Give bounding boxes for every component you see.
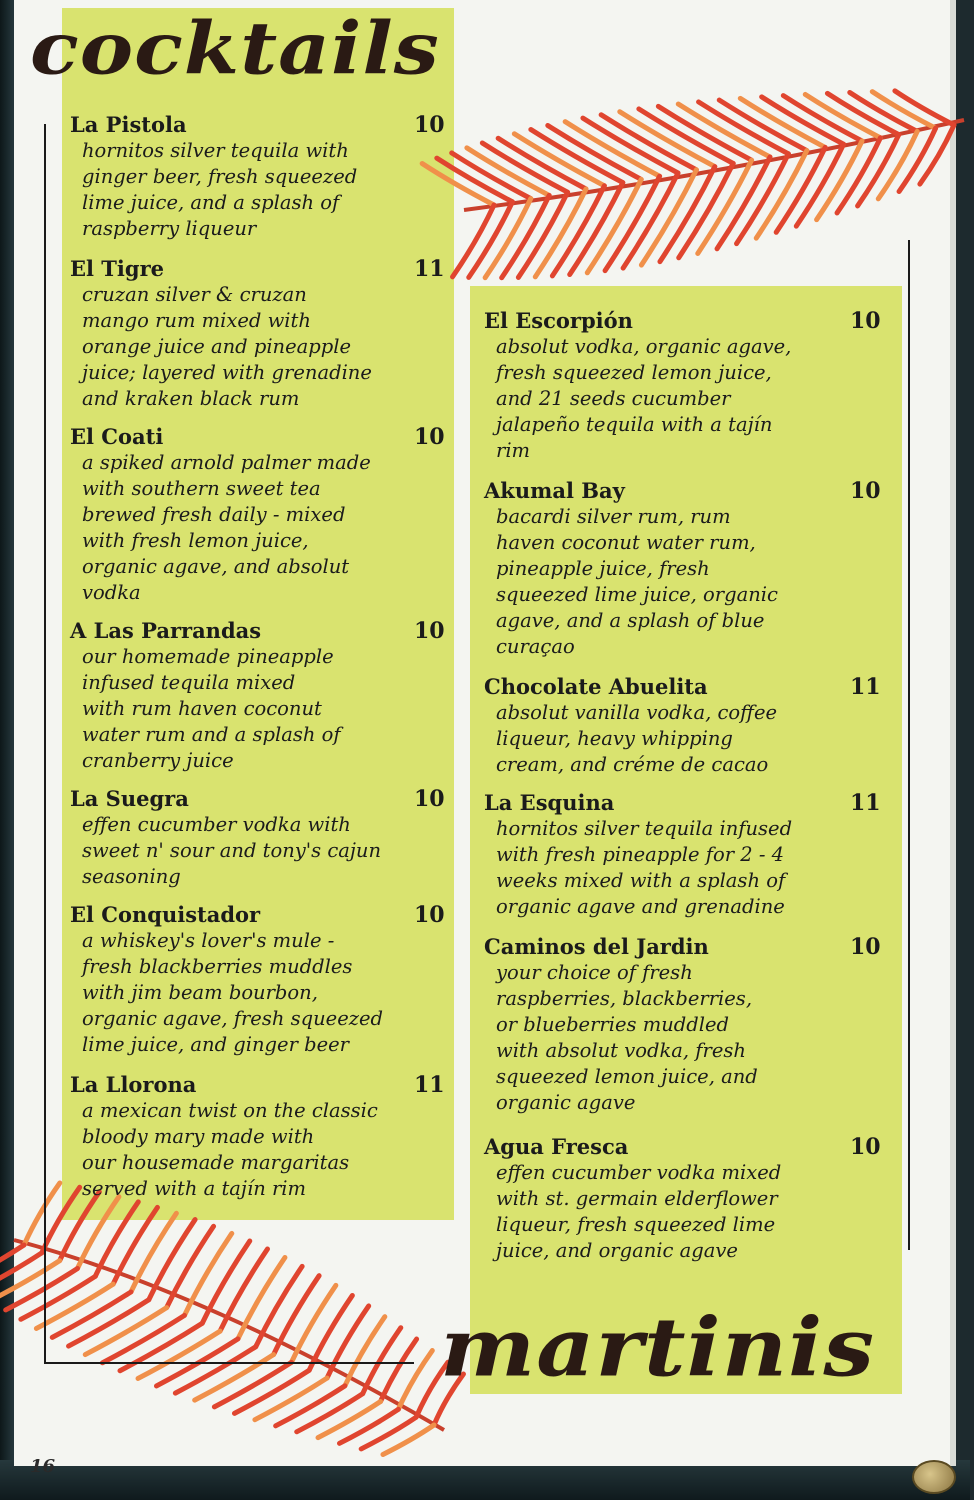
- item-name: El Tigre: [70, 256, 165, 281]
- menu-item: [484, 478, 900, 660]
- page-number: 16: [30, 1456, 56, 1477]
- item-price: 10: [414, 618, 445, 644]
- menu-item: [484, 1134, 900, 1264]
- menu-item: [70, 424, 450, 606]
- item-price: 11: [414, 1072, 445, 1098]
- item-name: La Llorona: [70, 1072, 197, 1097]
- item-price: 10: [414, 902, 445, 928]
- item-price: 10: [414, 424, 445, 450]
- binder-corner-ornament-icon: [912, 1460, 956, 1494]
- item-description: our homemade pineapple infused tequila mixed with rum haven coconut water rum and a splash of cranberry juice: [82, 645, 341, 772]
- menu-item: [70, 256, 450, 412]
- item-description: a mexican twist on the classic bloody mary made with our housemade margaritas served with a tajín rim: [82, 1099, 378, 1200]
- item-name: La Pistola: [70, 112, 187, 137]
- item-description: hornitos silver tequila with ginger beer, fresh squeezed lime juice, and a splash of raspberry liqueur: [82, 139, 358, 240]
- menu-page: [14, 0, 956, 1477]
- item-description: a spiked arnold palmer made with southern sweet tea brewed fresh daily - mixed with fresh lemon juice, organic agave, and absolut vodka: [82, 451, 371, 604]
- bottom-horizontal-rule: [44, 1362, 414, 1364]
- item-price: 11: [850, 674, 881, 700]
- menu-item: [70, 112, 450, 242]
- item-name: Caminos del Jardin: [484, 934, 709, 959]
- menu-item: [484, 674, 900, 778]
- item-name: El Escorpión: [484, 308, 633, 333]
- item-price: 10: [414, 112, 445, 138]
- item-description: absolut vodka, organic agave, fresh squeezed lemon juice, and 21 seeds cucumber jalapeño tequila with a tajín rim: [496, 335, 792, 462]
- item-price: 10: [414, 786, 445, 812]
- item-description: effen cucumber vodka mixed with st. germain elderflower liqueur, fresh squeezed lime juice, and organic agave: [496, 1161, 782, 1262]
- left-vertical-rule: [44, 124, 46, 1364]
- item-description: effen cucumber vodka with sweet n' sour and tony's cajun seasoning: [82, 813, 382, 888]
- item-price: 10: [850, 308, 881, 334]
- item-name: El Conquistador: [70, 902, 261, 927]
- item-description: your choice of fresh raspberries, blackberries, or blueberries muddled with absolut vodka, fresh squeezed lemon juice, and organic agave: [496, 961, 758, 1114]
- section-title-cocktails: cocktails: [30, 6, 440, 91]
- item-name: La Suegra: [70, 786, 189, 811]
- item-price: 10: [850, 934, 881, 960]
- item-name: Akumal Bay: [484, 478, 625, 503]
- item-name: La Esquina: [484, 790, 615, 815]
- menu-item: [484, 934, 900, 1116]
- item-price: 11: [850, 790, 881, 816]
- menu-item: [70, 786, 450, 890]
- item-description: bacardi silver rum, rum haven coconut water rum, pineapple juice, fresh squeezed lime juice, organic agave, and a splash of blue curaçao: [496, 505, 778, 658]
- item-description: hornitos silver tequila infused with fresh pineapple for 2 - 4 weeks mixed with a splash of organic agave and grenadine: [496, 817, 793, 918]
- section-title-martinis: martinis: [440, 1300, 876, 1396]
- item-description: absolut vanilla vodka, coffee liqueur, heavy whipping cream, and créme de cacao: [496, 701, 778, 776]
- item-price: 10: [850, 478, 881, 504]
- right-vertical-rule: [908, 240, 910, 1250]
- menu-item: [70, 618, 450, 774]
- menu-item: [70, 1072, 450, 1202]
- item-description: a whiskey's lover's mule - fresh blackberries muddles with jim beam bourbon, organic agave, fresh squeezed lime juice, and ginger beer: [82, 929, 384, 1056]
- item-description: cruzan silver & cruzan mango rum mixed with orange juice and pineapple juice; layered with grenadine and kraken black rum: [82, 283, 372, 410]
- item-name: Chocolate Abuelita: [484, 674, 708, 699]
- menu-item: [484, 790, 900, 920]
- item-price: 11: [414, 256, 445, 282]
- item-name: El Coati: [70, 424, 164, 449]
- item-name: A Las Parrandas: [70, 618, 262, 643]
- item-name: Agua Fresca: [484, 1134, 629, 1159]
- item-price: 10: [850, 1134, 881, 1160]
- menu-item: [70, 902, 450, 1058]
- palm-frond-top-right-icon: [434, 60, 974, 340]
- menu-item: [484, 308, 900, 464]
